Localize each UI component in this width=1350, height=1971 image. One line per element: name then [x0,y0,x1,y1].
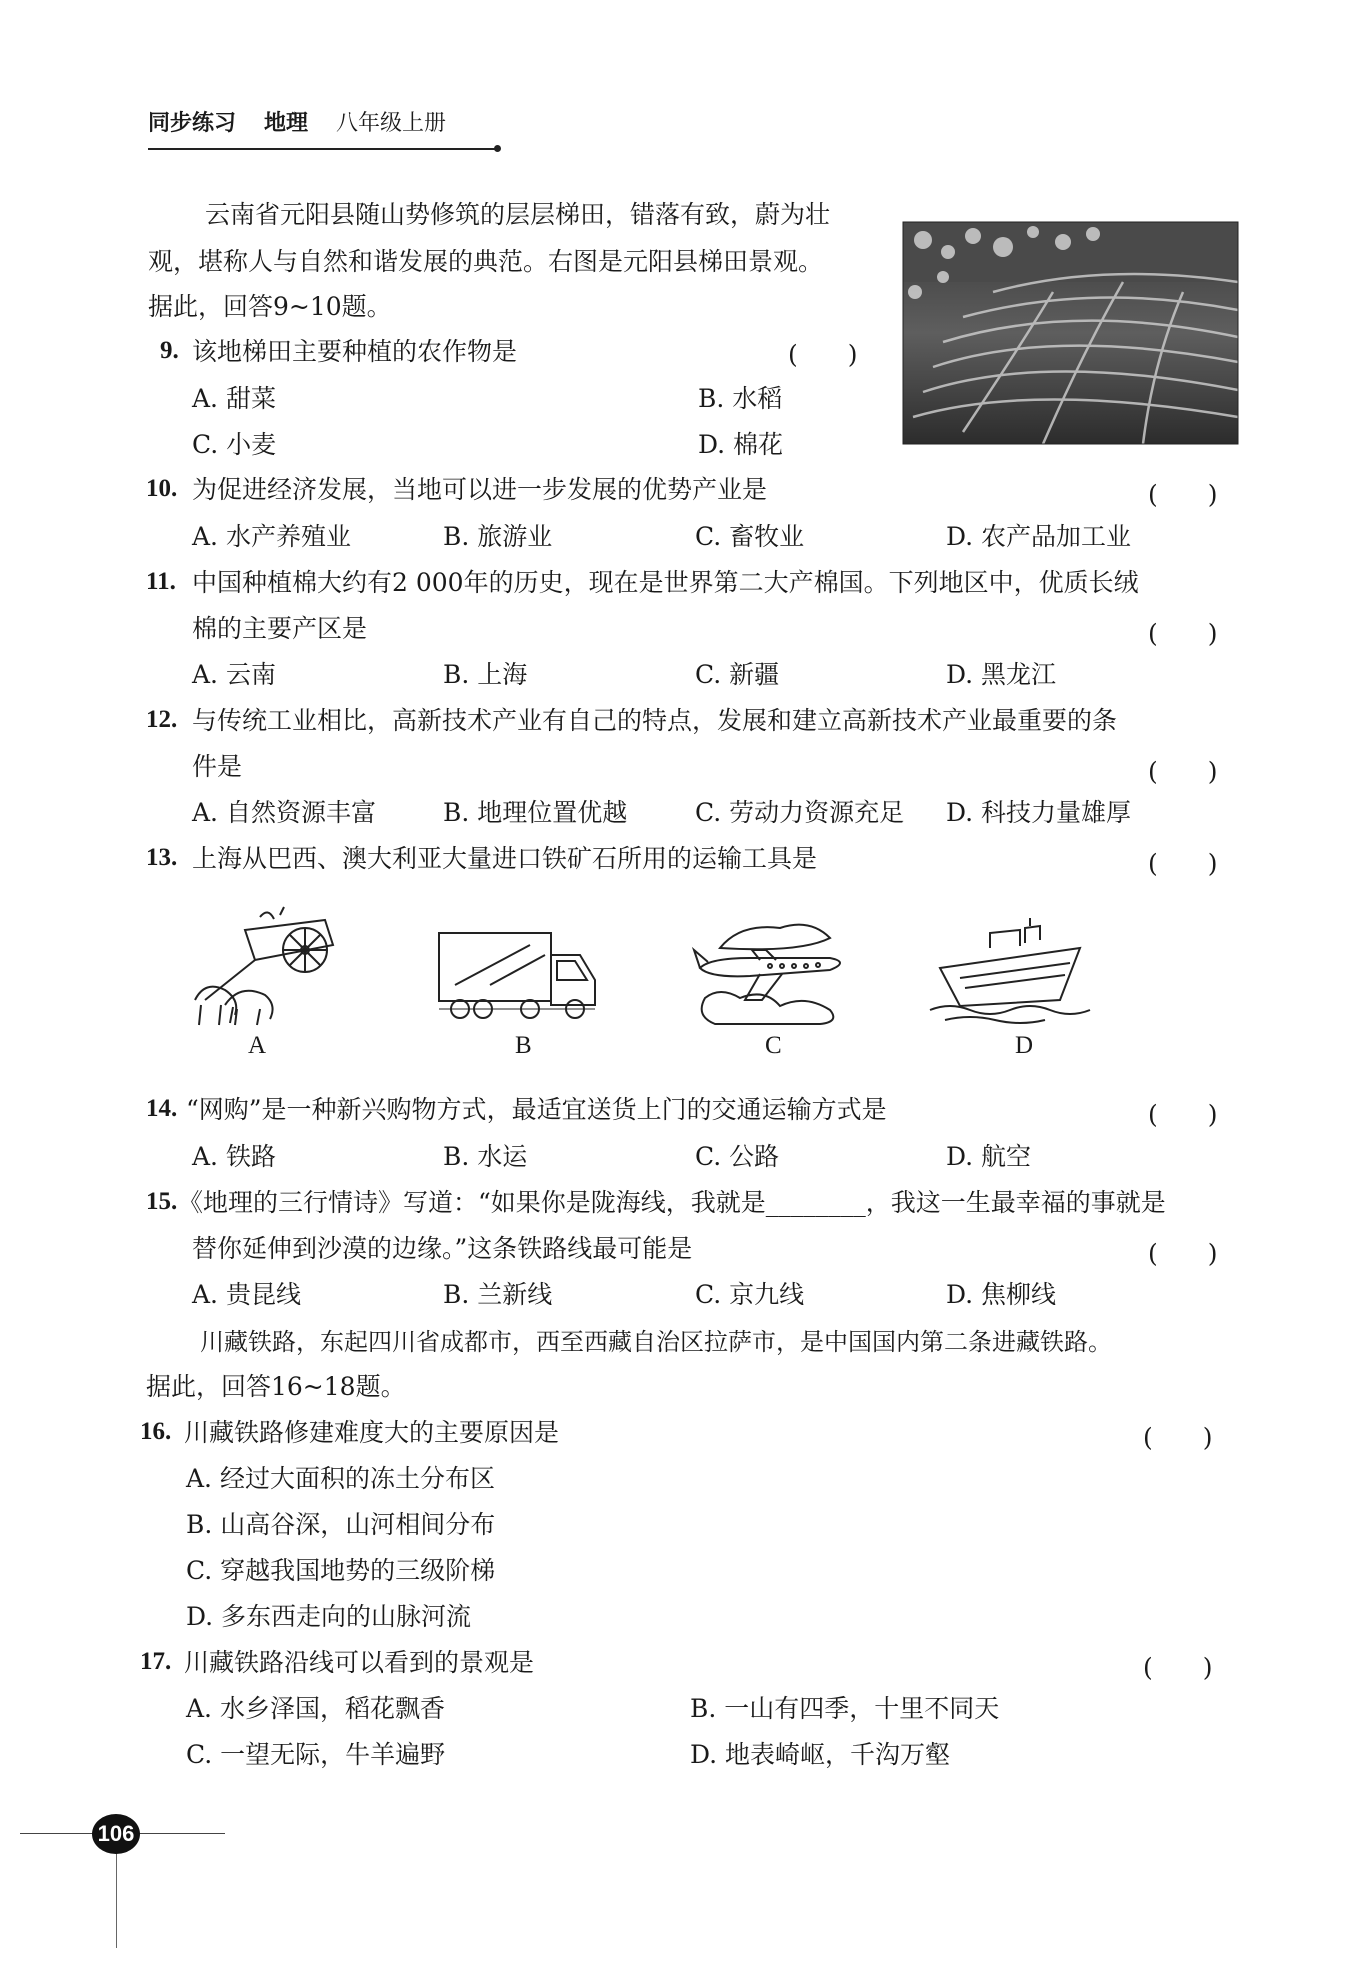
q14-answer-paren: ( ) [1148,1100,1218,1129]
q12-option-b: B. 地理位置优越 [443,798,628,827]
q11-option-d: D. 黑龙江 [946,660,1057,689]
q10-number: 10. [146,475,178,502]
q9-option-d: D. 棉花 [698,430,784,459]
q17-answer-paren: ( ) [1143,1653,1213,1682]
q14-option-a: A. 铁路 [192,1142,276,1171]
page-number-vertical-rule [116,1848,117,1948]
q9-option-c: C. 小麦 [192,430,277,459]
q17-option-b: B. 一山有四季，十里不同天 [690,1694,1000,1723]
page-number-badge [92,1814,140,1854]
header-rule-dot [494,145,501,152]
q10-option-a: A. 水产养殖业 [192,522,351,551]
q15-option-c: C. 京九线 [695,1280,805,1309]
q16-answer-paren: ( ) [1143,1423,1213,1452]
intro-passage-1-line-1: 云南省元阳县随山势修筑的层层梯田，错落有致，蔚为壮 [205,200,831,229]
q9-option-a: A. 甜菜 [192,384,276,413]
intro-passage-1-line-2: 观，堪称人与自然和谐发展的典范。右图是元阳县梯田景观。 [148,247,824,276]
q16-number: 16. [140,1418,172,1445]
q16-option-a: A. 经过大面积的冻土分布区 [186,1464,495,1493]
q11-stem-line-1: 中国种植棉大约有2 000年的历史，现在是世界第二大产棉国。下列地区中，优质长绒 [192,568,1139,597]
q10-option-b: B. 旅游业 [443,522,553,551]
q14-number: 14. [146,1095,178,1122]
q10-answer-paren: ( ) [1148,480,1218,509]
q12-answer-paren: ( ) [1148,757,1218,786]
q13-number: 13. [146,844,178,871]
q12-option-c: C. 劳动力资源充足 [695,798,905,827]
running-header [148,106,446,137]
q12-number: 12. [146,706,178,733]
q14-option-c: C. 公路 [695,1142,780,1171]
q9-stem: 该地梯田主要种植的农作物是 [192,337,518,366]
q13-answer-paren: ( ) [1148,849,1218,878]
airplane-illustration [690,918,855,1030]
q16-stem: 川藏铁路修建难度大的主要原因是 [184,1418,560,1447]
series-title: 同步练习 [148,111,237,136]
q15-stem-line-2: 替你延伸到沙漠的边缘。”这条铁路线最可能是 [192,1234,693,1263]
q10-stem: 为促进经济发展，当地可以进一步发展的优势产业是 [192,475,768,504]
q17-option-c: C. 一望无际，牛羊遍野 [186,1740,446,1769]
q13-figure-label-b: B [515,1032,532,1059]
ship-illustration [930,918,1100,1030]
intro-passage-2-line-1: 川藏铁路，东起四川省成都市，西至西藏自治区拉萨市，是中国国内第二条进藏铁路。 [200,1328,1112,1356]
q17-option-a: A. 水乡泽国，稻花飘香 [186,1694,445,1723]
q15-number: 15. [146,1188,178,1215]
ox-cart-illustration [185,905,345,1030]
q11-answer-paren: ( ) [1148,619,1218,648]
terrace-photo [903,222,1238,444]
q9-option-b: B. 水稻 [698,384,783,413]
q12-option-a: A. 自然资源丰富 [192,798,376,827]
q17-option-d: D. 地表崎岖，千沟万壑 [690,1740,951,1769]
q16-option-c: C. 穿越我国地势的三级阶梯 [186,1556,496,1585]
q10-option-d: D. 农产品加工业 [946,522,1132,551]
q11-option-b: B. 上海 [443,660,528,689]
q15-stem-line-1: 《地理的三行情诗》写道：“如果你是陇海线，我就是________，我这一生最幸福的事就是 [178,1188,1166,1217]
q13-figure-label-d: D [1015,1032,1034,1059]
q16-option-b: B. 山高谷深，山河相间分布 [186,1510,496,1539]
q13-figure-label-c: C [765,1032,782,1059]
q11-stem-line-2: 棉的主要产区是 [192,614,368,643]
q14-stem: “网购”是一种新兴购物方式，最适宜送货上门的交通运输方式是 [186,1095,887,1124]
q9-number: 9. [160,337,179,364]
q13-figure-label-a: A [248,1032,267,1059]
page-number: 106 [97,1821,135,1846]
q15-option-b: B. 兰新线 [443,1280,553,1309]
q11-option-c: C. 新疆 [695,660,780,689]
grade-title: 八年级上册 [336,111,447,136]
q12-stem-line-2: 件是 [192,752,243,781]
q13-stem: 上海从巴西、澳大利亚大量进口铁矿石所用的运输工具是 [192,844,818,873]
q12-stem-line-1: 与传统工业相比，高新技术产业有自己的特点，发展和建立高新技术产业最重要的条 [192,706,1118,735]
q15-answer-paren: ( ) [1148,1239,1218,1268]
q17-stem: 川藏铁路沿线可以看到的景观是 [184,1648,535,1677]
q15-option-a: A. 贵昆线 [192,1280,301,1309]
intro-passage-2-line-2: 据此，回答16~18题。 [146,1372,406,1401]
q16-option-d: D. 多东西走向的山脉河流 [186,1602,472,1631]
q11-option-a: A. 云南 [192,660,276,689]
intro-passage-1-line-3: 据此，回答9~10题。 [148,292,392,321]
q9-answer-paren: ( ) [788,340,858,369]
q14-option-d: D. 航空 [946,1142,1032,1171]
q17-number: 17. [140,1648,172,1675]
header-rule [148,148,496,150]
q10-option-c: C. 畜牧业 [695,522,805,551]
q14-option-b: B. 水运 [443,1142,528,1171]
q12-option-d: D. 科技力量雄厚 [946,798,1132,827]
truck-illustration [435,925,600,1025]
q11-number: 11. [146,568,176,595]
q15-option-d: D. 焦柳线 [946,1280,1057,1309]
subject-title: 地理 [264,111,309,136]
